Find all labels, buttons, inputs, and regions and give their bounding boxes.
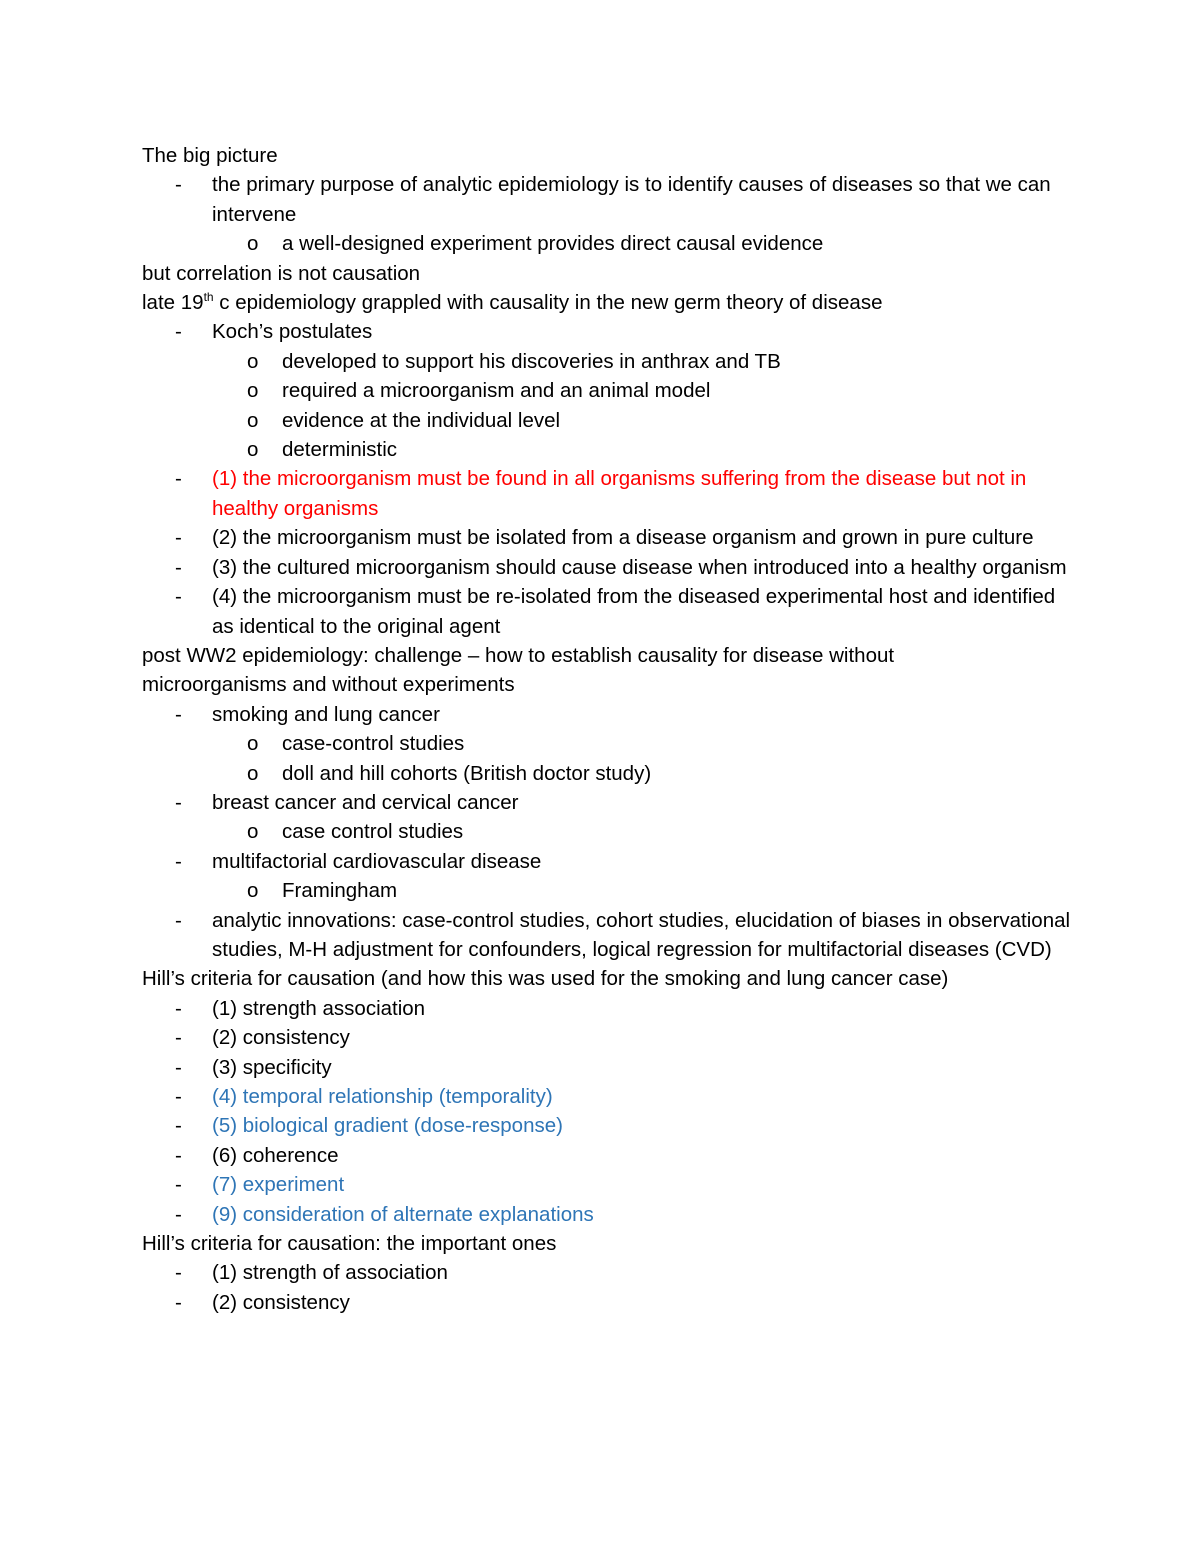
dash-bullet: - — [175, 1114, 182, 1138]
dash-bullet: - — [175, 585, 182, 609]
list-item — [142, 317, 1082, 346]
sub-list-item — [142, 435, 1082, 464]
document-body — [142, 141, 1082, 1317]
list-item-text: (2) consistency — [212, 1026, 350, 1050]
list-item-text: (2) the microorganism must be isolated from a disease organism and grown in pure culture — [212, 526, 1034, 550]
sub-list-item — [142, 817, 1082, 846]
sub-list-item — [142, 406, 1082, 435]
list-item-text: Koch’s postulates — [212, 320, 373, 344]
sub-list-item-text: Framingham — [282, 879, 398, 903]
circle-bullet: o — [247, 379, 259, 403]
list-item — [142, 582, 1082, 641]
sub-list-item-text: developed to support his discoveries in anthrax and TB — [282, 349, 781, 373]
dash-bullet: - — [175, 790, 182, 814]
dash-bullet: - — [175, 1085, 182, 1108]
dash-bullet: - — [175, 1202, 182, 1226]
dash-bullet: - — [175, 702, 182, 726]
list-item-text-highlighted-blue: (4) temporal relationship (temporality) — [212, 1085, 553, 1108]
dash-bullet: - — [175, 1290, 182, 1314]
list-item-text: (1) strength association — [212, 996, 426, 1020]
circle-bullet: o — [247, 349, 259, 373]
list-item-text: analytic innovations: case-control studies, cohort studies, elucidation of biases in observational studies, M-H adjustment for confounders, logical regression for multifactorial diseases (CVD) — [212, 908, 1071, 961]
circle-bullet: o — [247, 732, 259, 756]
list-item — [142, 1141, 1082, 1170]
sub-list-item-text: case control studies — [282, 820, 464, 844]
heading-important-criteria: Hill’s criteria for causation: the important ones — [142, 1232, 557, 1256]
list-item — [142, 553, 1082, 582]
list-item-text: multifactorial cardiovascular disease — [212, 849, 542, 873]
heading-big-picture: The big picture — [142, 144, 278, 167]
circle-bullet: o — [247, 438, 259, 462]
sub-list-item-text: doll and hill cohorts (British doctor study) — [282, 761, 652, 785]
list-item-text: (2) consistency — [212, 1290, 350, 1314]
list-item — [142, 1053, 1082, 1082]
dash-bullet: - — [175, 1026, 182, 1050]
list-item-text-highlighted-blue: (7) experiment — [212, 1173, 345, 1197]
list-item-text-highlighted-blue: (9) consideration of alternate explanations — [212, 1202, 594, 1226]
sub-list-item-text: a well-designed experiment provides direct causal evidence — [282, 232, 824, 256]
list-item-text-highlighted-blue: (5) biological gradient (dose-response) — [212, 1114, 563, 1138]
list-item — [142, 1023, 1082, 1052]
dash-bullet: - — [175, 173, 182, 197]
dash-bullet: - — [175, 467, 182, 491]
heading-post-ww2: post WW2 epidemiology: challenge – how to establish causality for disease without — [142, 643, 895, 667]
list-item-text: (6) coherence — [212, 1143, 339, 1167]
list-item-text-highlighted-red: (1) the microorganism must be found in all organisms suffering from the disease but not in healthy organisms — [212, 467, 1027, 520]
circle-bullet: o — [247, 408, 259, 432]
list-item-text: the primary purpose of analytic epidemiology is to identify causes of diseases so that we can intervene — [212, 173, 1051, 226]
dash-bullet: - — [175, 1173, 182, 1197]
list-item — [142, 1258, 1082, 1287]
list-item — [142, 788, 1082, 817]
list-item — [142, 1288, 1082, 1317]
dash-bullet: - — [175, 1143, 182, 1167]
list-item — [142, 464, 1082, 523]
list-item — [142, 1082, 1082, 1111]
heading-correlation: but correlation is not causation — [142, 261, 421, 285]
circle-bullet: o — [247, 232, 259, 256]
circle-bullet: o — [247, 761, 259, 785]
dash-bullet: - — [175, 320, 182, 344]
dash-bullet: - — [175, 526, 182, 550]
list-item — [142, 906, 1082, 965]
list-item — [142, 994, 1082, 1023]
list-item — [142, 1170, 1082, 1199]
heading-hills-criteria: Hill’s criteria for causation (and how this was used for the smoking and lung cancer case) — [142, 967, 949, 991]
circle-bullet: o — [247, 820, 259, 844]
dash-bullet: - — [175, 908, 182, 932]
sub-list-item — [142, 347, 1082, 376]
list-item-text: smoking and lung cancer — [212, 702, 440, 726]
circle-bullet: o — [247, 879, 259, 903]
sub-list-item-text: case-control studies — [282, 732, 465, 756]
dash-bullet: - — [175, 1055, 182, 1079]
list-item — [142, 523, 1082, 552]
list-item-text: breast cancer and cervical cancer — [212, 790, 519, 814]
sub-list-item — [142, 229, 1082, 258]
sub-list-item-text: deterministic — [282, 438, 398, 462]
list-item — [142, 1111, 1082, 1140]
list-item-text: (4) the microorganism must be re-isolated from the diseased experimental host and identified as identical to the original agent — [212, 585, 1056, 638]
sub-list-item — [142, 729, 1082, 758]
list-item-text: (3) the cultured microorganism should cause disease when introduced into a healthy organism — [212, 555, 1067, 579]
sub-list-item — [142, 376, 1082, 405]
dash-bullet: - — [175, 555, 182, 579]
sub-list-item-text: evidence at the individual level — [282, 408, 561, 432]
list-item-text: (3) specificity — [212, 1055, 332, 1079]
list-item — [142, 1200, 1082, 1229]
heading-germ-theory: late 19th c epidemiology grappled with causality in the new germ theory of disease — [142, 290, 883, 315]
list-item — [142, 170, 1082, 229]
list-item — [142, 700, 1082, 729]
sub-list-item — [142, 759, 1082, 788]
heading-post-ww2-cont: microorganisms and without experiments — [142, 673, 515, 697]
list-item — [142, 847, 1082, 876]
dash-bullet: - — [175, 1261, 182, 1285]
sub-list-item-text: required a microorganism and an animal model — [282, 379, 711, 403]
sub-list-item — [142, 876, 1082, 905]
dash-bullet: - — [175, 849, 182, 873]
list-item-text: (1) strength of association — [212, 1261, 448, 1285]
dash-bullet: - — [175, 996, 182, 1020]
